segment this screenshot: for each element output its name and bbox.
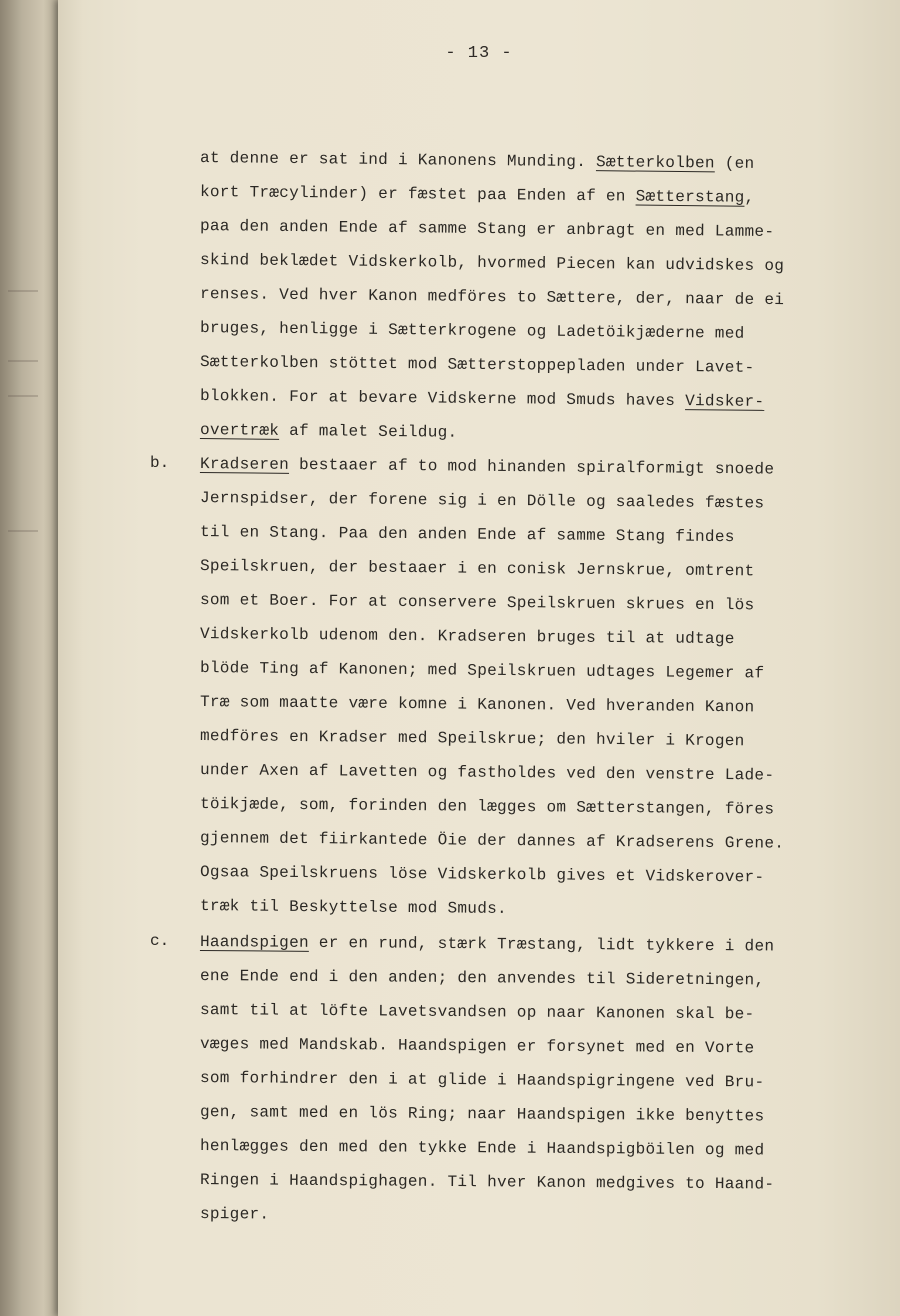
text-segment: væges med Mandskab. Haandspigen er forsynet med en Vorte [199, 1035, 755, 1058]
text-segment: til en Stang. Paa den anden Ende af samme Stang findes [199, 523, 735, 547]
text-segment: som forhindrer den i at glide i Haandspigringene ved Bru- [199, 1069, 765, 1092]
page-number: - 13 - [445, 44, 513, 63]
text-segment: töikjæde, som, forinden den lægges om Sætterstangen, föres [199, 795, 775, 819]
underlined-term: Haandspigen [199, 933, 309, 952]
text-segment: som et Boer. For at conservere Speilskruen skrues en lös [199, 591, 755, 615]
text-line [200, 386, 765, 412]
text-segment: er en rund, stærk Træstang, lidt tykkere i den [308, 933, 775, 956]
text-line [200, 862, 765, 887]
text-line [200, 966, 765, 990]
text-segment: ene Ende end i den anden; den anvendes til Sideretningen, [199, 967, 765, 990]
text-segment: bruges, henligge i Sætterkrogene og Ladetöikjæderne med [199, 319, 745, 343]
text-line [200, 148, 755, 174]
text-segment: renses. Ved hver Kanon medföres to Sættere, der, naar de ei [199, 285, 785, 310]
text-segment: paa den anden Ende af samme Stang er anbragt en med Lamme- [199, 217, 775, 242]
text-segment: gjennem det fiirkantede Öie der dannes af Kradserens Grene. [199, 829, 785, 853]
text-line [200, 1034, 755, 1058]
text-line [200, 692, 755, 717]
margin-mark [8, 395, 38, 397]
text-segment: under Axen af Lavetten og fastholdes ved den venstre Lade- [199, 761, 775, 785]
text-line [200, 522, 735, 547]
text-segment: medföres en Kradser med Speilskrue; den hviler i Krogen [199, 727, 745, 751]
text-segment: kort Træcylinder) er fæstet paa Enden af en [199, 183, 636, 206]
underlined-term: Vidsker- [685, 392, 765, 411]
text-line [200, 1000, 755, 1024]
text-line [200, 1170, 774, 1195]
text-segment: samt til at löfte Lavetsvandsen op naar Kanonen skal be- [199, 1001, 755, 1024]
underlined-term: Sætterkolben [595, 153, 715, 173]
text-segment: Sætterkolben stöttet mod Sætterstoppepladen under Lavet- [199, 353, 755, 377]
item-label-b: b. [150, 454, 170, 472]
text-line [200, 1204, 269, 1225]
text-line [200, 896, 507, 919]
text-line [200, 454, 774, 480]
text-line [200, 590, 755, 615]
binder-edge [0, 0, 62, 1316]
text-line [200, 556, 755, 581]
text-segment: spiger. [199, 1205, 270, 1224]
text-line [200, 352, 755, 378]
underlined-term: Kradseren [199, 455, 290, 474]
text-segment: Træ som maatte være komne i Kanonen. Ved hveranden Kanon [199, 693, 755, 717]
text-line [200, 1068, 765, 1092]
text-line [200, 658, 765, 683]
item-label-c: c. [150, 932, 170, 950]
text-line [200, 284, 784, 310]
text-line [200, 488, 765, 513]
text-line [200, 726, 745, 751]
underlined-term: overtræk [199, 421, 280, 440]
margin-mark [8, 530, 38, 532]
text-line [200, 760, 774, 786]
text-segment: Jernspidser, der forene sig i en Dölle og saaledes fæstes [199, 489, 765, 513]
text-line [200, 624, 735, 649]
text-line [200, 250, 784, 276]
text-segment: blöde Ting af Kanonen; med Speilskruen udtages Legemer af [199, 659, 765, 683]
text-line [200, 318, 745, 344]
text-segment: af malet Seildug. [279, 421, 458, 442]
document-page [58, 0, 900, 1316]
text-segment: (en [714, 154, 755, 173]
text-segment: blokken. For at bevare Vidskerne mod Smuds haves [199, 387, 686, 411]
text-line [200, 794, 774, 820]
text-line [200, 1102, 765, 1126]
text-segment: Vidskerkolb udenom den. Kradseren bruges til at udtage [199, 625, 735, 649]
text-segment: skind beklædet Vidskerkolb, hvormed Piecen kan udvidskes og [199, 251, 785, 276]
underlined-term: Sætterstang [635, 187, 745, 207]
text-line [200, 932, 774, 957]
text-segment: gen, samt med en lös Ring; naar Haandspigen ikke benyttes [199, 1103, 765, 1126]
text-segment: at denne er sat ind i Kanonens Munding. [199, 149, 597, 172]
text-line [200, 420, 458, 443]
text-segment: , [744, 188, 755, 207]
text-line [200, 182, 755, 208]
text-segment: henlægges den med den tykke Ende i Haandspigböilen og med [199, 1137, 765, 1160]
margin-mark [8, 290, 38, 292]
text-segment: træk til Beskyttelse mod Smuds. [199, 897, 508, 918]
text-segment: bestaaer af to mod hinanden spiralformigt snoede [289, 455, 775, 479]
text-segment: Ringen i Haandspighagen. Til hver Kanon medgives to Haand- [199, 1171, 775, 1194]
text-segment: Ogsaa Speilskruens löse Vidskerkolb gives et Vidskerover- [199, 863, 765, 887]
text-line [200, 828, 784, 854]
text-segment: Speilskruen, der bestaaer i en conisk Jernskrue, omtrent [199, 557, 755, 581]
text-line [200, 1136, 765, 1160]
text-line [200, 216, 774, 242]
margin-mark [8, 360, 38, 362]
